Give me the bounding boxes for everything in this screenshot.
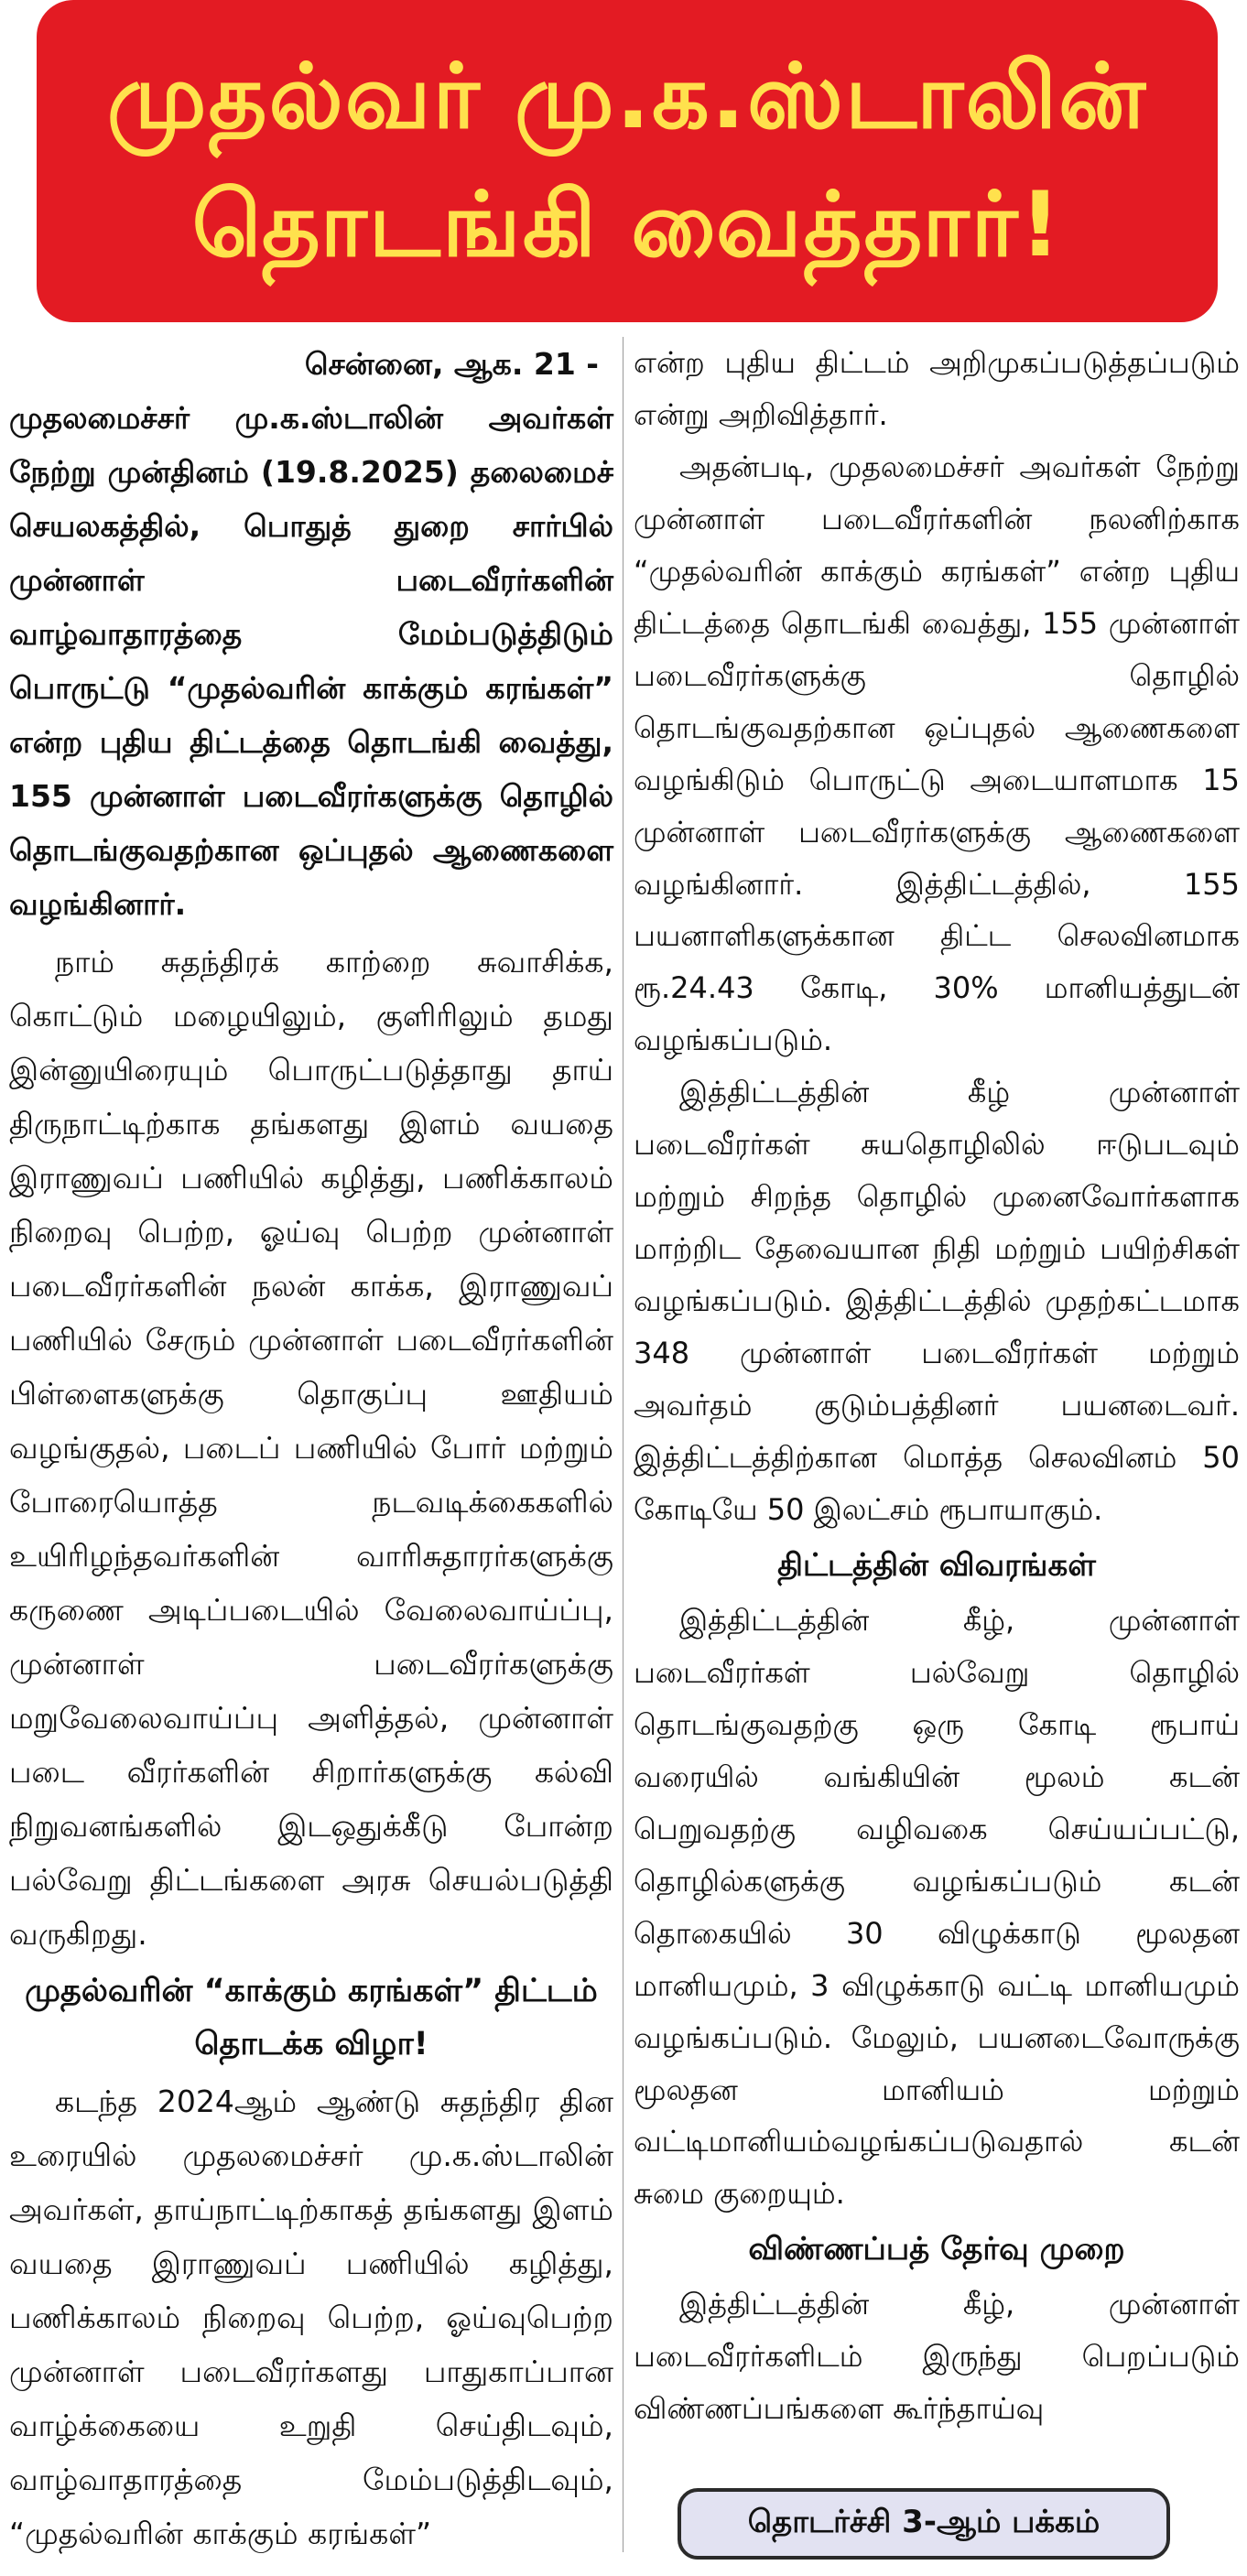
- body-paragraph: அதன்படி, முதலமைச்சர் அவர்கள் நேற்று முன்னாள் படைவீரர்களின் நலனிற்காக “முதல்வரின் காக்கும் கரங்கள்” என்ற புதிய திட்டத்தை தொடங்கி வைத்து, 155 முன்னாள் படைவீரர்களுக்கு தொழில் தொடங்குவதற்கான ஒப்புதல் ஆணைகளை வழங்கிடும் பொருட்டு அடையாளமாக 15 முன்னாள் படைவீரர்களுக்கு ஆணைகளை வழங்கினார். இத்திட்டத்தில், 155 பயனாளிகளுக்கான திட்ட செலவினமாக ரூ.24.43 கோடி, 30% மானியத்துடன் வழங்கப்படும்.: [634, 449, 1240, 1058]
- body-paragraph: இத்திட்டத்தின் கீழ், முன்னாள் படைவீரர்களிடம் இருந்து பெறப்படும் விண்ணப்பங்களை கூர்ந்தாய்வு: [634, 2287, 1240, 2427]
- headline-line-1: முதல்வர் மு.க.ஸ்டாலின்: [106, 45, 1148, 149]
- body-paragraph: கடந்த 2024ஆம் ஆண்டு சுதந்திர தின உரையில் முதலமைச்சர் மு.க.ஸ்டாலின் அவர்கள், தாய்நாட்டிற்காகத் தங்களது இளம் வயதை இராணுவப் பணியில் கழித்து, பணிக்காலம் நிறைவு பெற்ற, ஓய்வுபெற்ற முன்னாள் படைவீரர்களது பாதுகாப்பான வாழ்க்கையை உறுதி செய்திடவும், வாழ்வாதாரத்தை மேம்படுத்திடவும், “முதல்வரின் காக்கும் கரங்கள்”: [9, 2084, 613, 2551]
- headline-line-2: தொடங்கி வைத்தார்!: [191, 173, 1063, 277]
- body-paragraph: இத்திட்டத்தின் கீழ் முன்னாள் படைவீரர்கள் சுயதொழிலில் ஈடுபடவும் மற்றும் சிறந்த தொழில் முனைவோர்களாக மாற்றிட தேவையான நிதி மற்றும் பயிற்சிகள் வழங்கப்படும். இத்திட்டத்தில் முதற்கட்டமாக 348 முன்னாள் படைவீரர்கள் மற்றும் அவர்தம் குடும்பத்தினர் பயனடைவர். இத்திட்டத்திற்கான மொத்த செலவினம் 50 கோடியே 50 இலட்சம் ரூபாயாகும்.: [634, 1075, 1240, 1527]
- body-paragraph: இத்திட்டத்தின் கீழ், முன்னாள் படைவீரர்கள் பல்வேறு தொழில் தொடங்குவதற்கு ஒரு கோடி ரூபாய் வரையில் வங்கியின் மூலம் கடன் பெறுவதற்கு வழிவகை செய்யப்பட்டு, தொழில்களுக்கு வழங்கப்படும் கடன் தொகையில் 30 விழுக்காடு மூலதன மானியமும், 3 விழுக்காடு வட்டி மானியமும் வழங்கப்படும். மேலும், பயனடைவோருக்கு மூலதன மானியம் மற்றும் வட்டிமானியம்வழங்கப்படுவதால் கடன் சுமை குறையும்.: [634, 1602, 1240, 2212]
- left-column: [9, 337, 613, 2560]
- section-heading: முதல்வரின் “காக்கும் கரங்கள்” திட்டம் தொடக்க விழா!: [25, 1973, 598, 2062]
- headline-banner: [37, 0, 1218, 322]
- section-heading: திட்டத்தின் விவரங்கள்: [777, 1546, 1096, 1584]
- right-column: [634, 337, 1240, 2435]
- body-paragraph: என்ற புதிய திட்டம் அறிமுகப்படுத்தப்படும் என்று அறிவித்தார்.: [634, 345, 1240, 432]
- column-divider: [623, 337, 624, 2552]
- lead-paragraph: முதலமைச்சர் மு.க.ஸ்டாலின் அவர்கள் நேற்று முன்தினம் (19.8.2025) தலைமைச் செயலகத்தில், பொதுத் துறை சார்பில் முன்னாள் படைவீரர்களின் வாழ்வாதாரத்தை மேம்படுத்திடும் பொருட்டு “முதல்வரின் காக்கும் கரங்கள்” என்ற புதிய திட்டத்தை தொடங்கி வைத்து, 155 முன்னாள் படைவீரர்களுக்கு தொழில் தொடங்குவதற்கான ஒப்புதல் ஆணைகளை வழங்கினார்.: [9, 400, 613, 922]
- continued-on-page-box: தொடர்ச்சி 3-ஆம் பக்கம்: [678, 2488, 1170, 2560]
- section-heading: விண்ணப்பத் தேர்வு முறை: [748, 2231, 1125, 2268]
- dateline: சென்னை, ஆக. 21 -: [304, 346, 599, 382]
- body-paragraph: நாம் சுதந்திரக் காற்றை சுவாசிக்க, கொட்டும் மழையிலும், குளிரிலும் தமது இன்னுயிரையும் பொருட்படுத்தாது தாய் திருநாட்டிற்காக தங்களது இளம் வயதை இராணுவப் பணியில் கழித்து, பணிக்காலம் நிறைவு பெற்ற, ஓய்வு பெற்ற முன்னாள் படைவீரர்களின் நலன் காக்க, இராணுவப் பணியில் சேரும் முன்னாள் படைவீரர்களின் பிள்ளைகளுக்கு தொகுப்பு ஊதியம் வழங்குதல், படைப் பணியில் போர் மற்றும் போரையொத்த நடவடிக்கைகளில் உயிரிழந்தவர்களின் வாரிசுதாரர்களுக்கு கருணை அடிப்படையில் வேலைவாய்ப்பு, முன்னாள் படைவீரர்களுக்கு மறுவேலைவாய்ப்பு அளித்தல், முன்னாள் படை வீரர்களின் சிறார்களுக்கு கல்வி நிறுவனங்களில் இடஒதுக்கீடு போன்ற பல்வேறு திட்டங்களை அரசு செயல்படுத்தி வருகிறது.: [9, 944, 613, 1952]
